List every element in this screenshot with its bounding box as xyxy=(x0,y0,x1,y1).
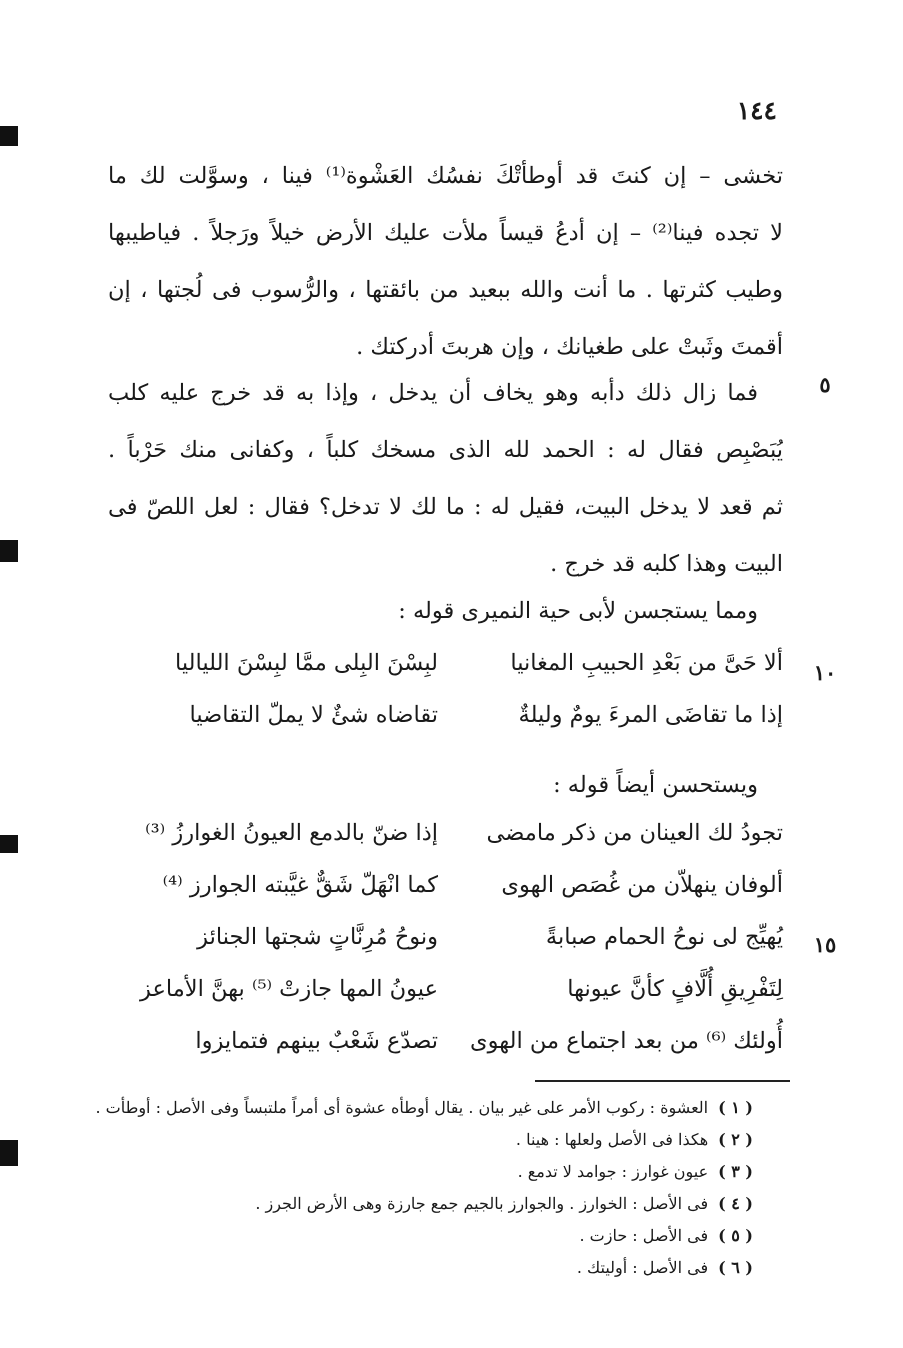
page-number: ١٤٤ xyxy=(736,96,777,125)
prose-line: أقمتَ وثَبتْ على طغيانك ، وإن هربتَ أدركتك . xyxy=(356,334,783,360)
footnote-text: فى الأصل : حازت . xyxy=(579,1226,709,1245)
poem-intro: ومما يستجسن لأبى حية النميرى قوله : xyxy=(398,598,758,624)
footnote-mark: ( ٤ ) xyxy=(718,1194,753,1213)
verse-hemistich-first: تجودُ لك العينان من ذكر مامضى xyxy=(486,820,783,846)
verse-hemistich-second: تصدّع شَعْبٌ بينهم فتمايزوا xyxy=(195,1028,438,1054)
verse-hemistich-second: كما انْهَلّ شَقٌّ غيَّبته الجوارز ⁽⁴⁾ xyxy=(162,872,438,898)
verse-hemistich-first: ألوفان ينهلاّن من غُصَص الهوى xyxy=(501,872,783,898)
footnote-mark: ( ٦ ) xyxy=(718,1258,753,1277)
scan-edge-mark xyxy=(0,835,18,853)
footnote xyxy=(103,1162,753,1181)
footnote-mark: ( ١ ) xyxy=(718,1098,753,1117)
footnote-separator xyxy=(535,1080,790,1082)
verse-hemistich-second: عيونُ المها جازتْ ⁽⁵⁾ بهنَّ الأماعز xyxy=(140,976,438,1002)
prose-line: وطيب كثرتها . ما أنت والله ببعيد من بائقتها ، والرُّسوب فى لُجتها ، إن xyxy=(108,277,783,303)
verse-hemistich-second: لبِسْنَ البِلى ممَّا لبِسْنَ اللياليا xyxy=(174,650,438,676)
verse-hemistich-first: يُهيِّج لى نوحُ الحمام صبابةً xyxy=(545,924,783,950)
verse-hemistich-second: إذا ضنّ بالدمع العيونُ الغوارزُ ⁽³⁾ xyxy=(145,820,438,846)
footnote xyxy=(103,1258,753,1277)
verse-hemistich-first: أُولئك ⁽⁶⁾ من بعد اجتماع من الهوى xyxy=(470,1028,783,1054)
scan-edge-mark xyxy=(0,540,18,562)
scan-edge-mark xyxy=(0,126,18,146)
verse-hemistich-first: ألا حَىَّ من بَعْدِ الحبيبِ المغانيا xyxy=(510,650,783,676)
footnote xyxy=(103,1130,753,1149)
verse-hemistich-second: ونوحُ مُرِنَّاتٍ شجتها الجنائز xyxy=(197,924,438,950)
verse-hemistich-first: إذا ما تقاضَى المرءَ يومٌ وليلةٌ xyxy=(518,702,783,728)
verse-hemistich-first: لِتَفْرِيقِ أُلَّافٍ كأنَّ عيونها xyxy=(567,976,783,1002)
scan-edge-mark xyxy=(0,1140,18,1166)
prose-line: لا تجده فينا⁽²⁾ – إن أدعُ قيساً ملأت عليك الأرض خيلاً ورَجلاً . فياطيبها xyxy=(108,220,783,246)
verse-hemistich-second: تقاضاه شئٌ لا يملّ التقاضيا xyxy=(189,702,438,728)
footnote-text: عيون غوارز : جوامد لا تدمع . xyxy=(517,1162,709,1181)
footnote-text: فى الأصل : الخوارز . والجوارز بالجيم جمع جارزة وهى الأرض الجرز . xyxy=(255,1194,709,1213)
footnote-text: العشوة : ركوب الأمر على غير بيان . يقال أوطأه عشوة أى أمراً ملتبساً وفى الأصل : أوطأت . xyxy=(95,1098,709,1117)
prose-line: ثم قعد لا يدخل البيت، فقيل له : ما لك لا تدخل؟ فقال : لعل اللصّ فى xyxy=(108,494,783,520)
prose-line: يُبَصْبِص فقال له : الحمد لله الذى مسخك كلباً ، وكفانى منك حَرْباً . xyxy=(108,437,783,463)
line-number-5: ٥ xyxy=(819,372,831,397)
line-number-10: ١٠ xyxy=(813,660,837,685)
footnote-text: هكذا فى الأصل ولعلها : هينا . xyxy=(515,1130,709,1149)
prose-line: البيت وهذا كلبه قد خرج . xyxy=(550,551,783,577)
footnote-mark: ( ٥ ) xyxy=(718,1226,753,1245)
prose-line: تخشى – إن كنتَ قد أوطأتْكَ نفسُك العَشْوة⁽¹⁾ فينا ، وسوَّلت لك ما xyxy=(108,163,783,189)
footnote xyxy=(95,1098,753,1117)
footnote-mark: ( ٣ ) xyxy=(718,1162,753,1181)
line-number-15: ١٥ xyxy=(813,932,837,957)
poem-intro: ويستحسن أيضاً قوله : xyxy=(553,772,758,798)
footnote-text: فى الأصل : أوليتك . xyxy=(576,1258,709,1277)
footnote xyxy=(103,1226,753,1245)
footnote xyxy=(103,1194,753,1213)
footnote-mark: ( ٢ ) xyxy=(718,1130,753,1149)
prose-line: فما زال ذلك دأبه وهو يخاف أن يدخل ، وإذا به قد خرج عليه كلب xyxy=(108,380,758,406)
